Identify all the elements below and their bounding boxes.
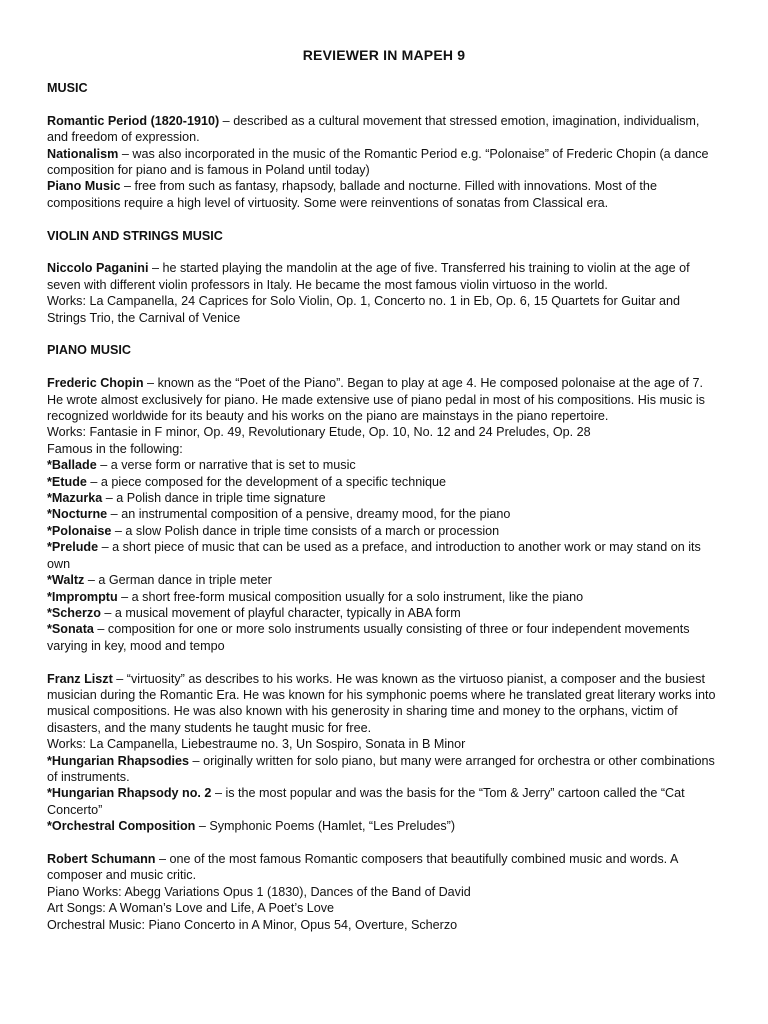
form-list-item xyxy=(47,605,722,621)
list-term: *Scherzo xyxy=(47,605,101,620)
term-nationalism: Nationalism xyxy=(47,146,119,161)
list-term: *Prelude xyxy=(47,540,99,555)
form-list-item xyxy=(47,490,722,506)
heading-violin: VIOLIN AND STRINGS MUSIC xyxy=(47,228,223,243)
chopin-description: – known as the “Poet of the Piano”. Began to play at age 4. He composed polonaise at the age of 7. He wrote almost exclusively for piano. He made extensive use of piano pedal in most of his compositions. His music is recognized worldwide for its beauty and his works on the piano are mainstays in the piano repertoire. xyxy=(47,376,705,424)
list-definition: – Symphonic Poems (Hamlet, “Les Preludes”) xyxy=(195,819,456,834)
schumann-description: – one of the most famous Romantic composers that beautifully combined music and words. A composer and music critic. xyxy=(47,851,678,883)
list-term: *Impromptu xyxy=(47,589,118,604)
schumann-paragraph xyxy=(47,851,722,884)
chopin-works: Works: Fantasie in F minor, Op. 49, Revolutionary Etude, Op. 10, No. 12 and 24 Preludes, Op. 28 xyxy=(47,425,591,440)
list-definition: – a Polish dance in triple time signature xyxy=(102,491,326,506)
paganini-works: Works: La Campanella, 24 Caprices for Solo Violin, Op. 1, Concerto no. 1 in Eb, Op. 6, 15 Quartets for Guitar and Strings Trio, the Carnival of Venice xyxy=(47,294,681,325)
list-definition: – a piece composed for the development of a specific technique xyxy=(86,474,447,489)
form-list-item xyxy=(47,506,722,522)
piano-music-definition: – free from such as fantasy, rhapsody, ballade and nocturne. Filled with innovations. Most of the compositions require a high level of virtuosity. Some were reinventions of sonatas from Classical era. xyxy=(47,179,657,210)
list-term: *Polonaise xyxy=(47,523,112,538)
list-definition: – a German dance in triple meter xyxy=(84,573,272,588)
nationalism-definition: – was also incorporated in the music of the Romantic Period e.g. “Polonaise” of Frederic Chopin (a dance composition for piano and is famous in Poland until today) xyxy=(47,146,709,178)
list-term: *Waltz xyxy=(47,573,85,588)
list-term: *Mazurka xyxy=(47,491,103,506)
list-term: *Hungarian Rhapsodies xyxy=(47,753,190,768)
form-list-item xyxy=(47,539,722,572)
paganini-paragraph xyxy=(47,260,722,293)
schumann-piano-works: Piano Works: Abegg Variations Opus 1 (1830), Dances of the Band of David xyxy=(47,884,471,899)
page-title: REVIEWER IN MAPEH 9 xyxy=(302,47,466,63)
forms-list xyxy=(47,457,722,654)
term-piano-music: Piano Music xyxy=(47,179,121,194)
name-chopin: Frederic Chopin xyxy=(47,376,144,391)
schumann-art-songs: Art Songs: A Woman’s Love and Life, A Poet’s Love xyxy=(47,901,335,916)
romantic-period-paragraph xyxy=(47,113,722,146)
list-definition: – a short piece of music that can be used as a preface, and introduction to another work or may stand on its own xyxy=(47,540,701,571)
list-term: *Ballade xyxy=(47,458,97,473)
famous-intro: Famous in the following: xyxy=(47,441,183,456)
heading-piano: PIANO MUSIC xyxy=(47,343,131,358)
list-definition: – a slow Polish dance in triple time consists of a march or procession xyxy=(111,523,500,538)
liszt-list-item xyxy=(47,753,722,786)
list-definition: – a verse form or narrative that is set to music xyxy=(96,458,356,473)
nationalism-paragraph xyxy=(47,146,722,179)
list-term: *Sonata xyxy=(47,622,94,637)
form-list-item xyxy=(47,523,722,539)
form-list-item xyxy=(47,589,722,605)
liszt-description: – “virtuosity” as describes to his works. He was known as the virtuoso pianist, a composer and the busiest musician during the Romantic Era. He was known for his symphonic poems where he translated great literary works into musical compositions. He was also known with his generosity in sharing time and money to the orphans, victim of disasters, and the many students he taught music for free. xyxy=(47,671,716,735)
term-romantic-period: Romantic Period (1820-1910) xyxy=(47,113,220,128)
liszt-list-item xyxy=(47,785,722,818)
form-list-item xyxy=(47,572,722,588)
piano-music-paragraph xyxy=(47,178,722,211)
name-paganini: Niccolo Paganini xyxy=(47,261,149,276)
list-term: *Hungarian Rhapsody no. 2 xyxy=(47,786,212,801)
list-definition: – a short free-form musical composition usually for a solo instrument, like the piano xyxy=(117,589,584,604)
list-definition: – is the most popular and was the basis for the “Tom & Jerry” cartoon called the “Cat Concerto” xyxy=(47,786,685,817)
form-list-item xyxy=(47,457,722,473)
form-list-item xyxy=(47,621,722,654)
romantic-period-definition: – described as a cultural movement that stressed emotion, imagination, individualism, and freedom of expression. xyxy=(47,113,700,145)
heading-music: MUSIC xyxy=(47,81,88,95)
name-schumann: Robert Schumann xyxy=(47,851,156,866)
list-definition: – composition for one or more solo instruments usually consisting of three or four independent movements varying in key, mood and tempo xyxy=(47,622,690,653)
chopin-paragraph xyxy=(47,375,722,424)
document-body xyxy=(47,80,722,933)
list-term: *Etude xyxy=(47,474,87,489)
liszt-paragraph xyxy=(47,671,722,737)
liszt-items-list xyxy=(47,753,722,835)
form-list-item xyxy=(47,474,722,490)
schumann-orchestral: Orchestral Music: Piano Concerto in A Minor, Opus 54, Overture, Scherzo xyxy=(47,917,458,932)
liszt-works: Works: La Campanella, Liebestraume no. 3, Un Sospiro, Sonata in B Minor xyxy=(47,737,466,752)
liszt-list-item xyxy=(47,818,722,834)
list-definition: – originally written for solo piano, but many were arranged for orchestra or other combinations of instruments. xyxy=(47,753,715,784)
paganini-description: – he started playing the mandolin at the age of five. Transferred his training to violin at the age of seven with different violin professors in Italy. He became the most famous violin virtuoso in the world. xyxy=(47,261,690,292)
list-term: *Nocturne xyxy=(47,507,108,522)
list-definition: – a musical movement of playful character, typically in ABA form xyxy=(100,605,461,620)
name-liszt: Franz Liszt xyxy=(47,671,113,686)
list-definition: – an instrumental composition of a pensive, dreamy mood, for the piano xyxy=(107,507,511,522)
list-term: *Orchestral Composition xyxy=(47,819,196,834)
